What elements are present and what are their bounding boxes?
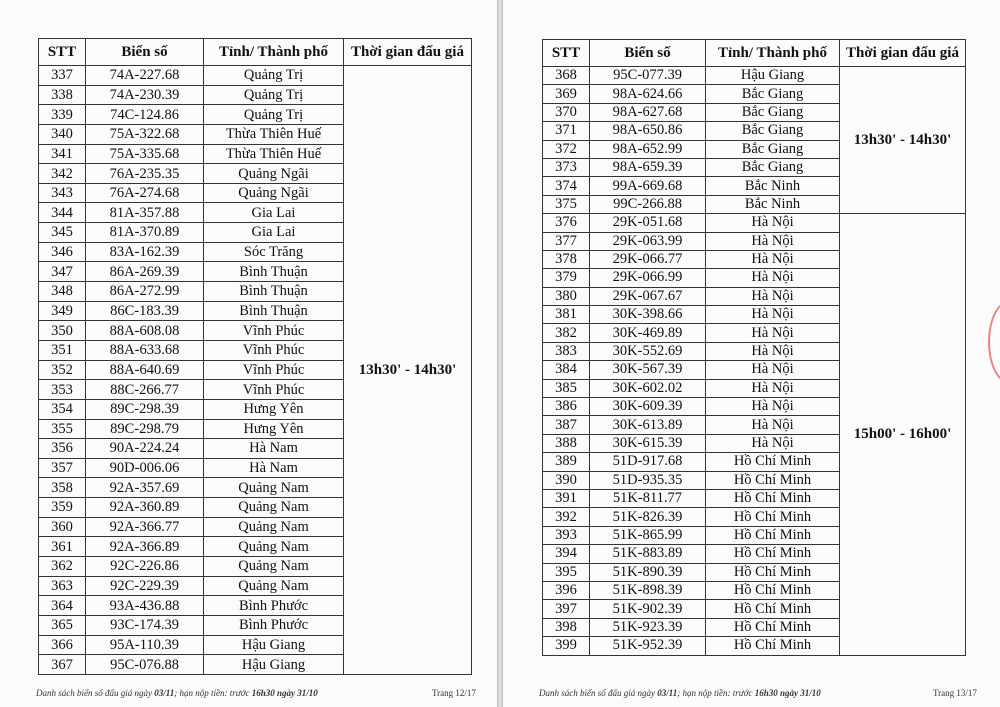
row-plate: 29K-066.77 <box>590 250 706 268</box>
row-province: Hồ Chí Minh <box>706 489 840 507</box>
row-province: Hà Nội <box>706 214 840 232</box>
row-plate: 29K-051.68 <box>590 214 706 232</box>
row-plate: 30K-469.89 <box>590 324 706 342</box>
row-province: Bắc Ninh <box>706 177 840 195</box>
row-plate: 93C-174.39 <box>86 615 204 635</box>
row-stt: 383 <box>543 342 590 360</box>
row-stt: 358 <box>39 478 86 498</box>
row-stt: 396 <box>543 581 590 599</box>
row-province: Hồ Chí Minh <box>706 637 840 655</box>
row-stt: 356 <box>39 439 86 459</box>
table-header-row <box>39 39 472 66</box>
row-stt: 384 <box>543 361 590 379</box>
table-row <box>39 66 472 86</box>
row-plate: 88A-608.08 <box>86 321 204 341</box>
row-plate: 51K-952.39 <box>590 637 706 655</box>
row-province: Hậu Giang <box>706 67 840 85</box>
row-plate: 99A-669.68 <box>590 177 706 195</box>
row-province: Hưng Yên <box>204 419 344 439</box>
row-stt: 360 <box>39 517 86 537</box>
page-number: Trang 13/17 <box>933 688 977 698</box>
row-stt: 341 <box>39 144 86 164</box>
row-province: Bình Phước <box>204 596 344 616</box>
row-stt: 390 <box>543 471 590 489</box>
row-plate: 75A-322.68 <box>86 124 204 144</box>
row-plate: 51K-811.77 <box>590 489 706 507</box>
row-stt: 340 <box>39 124 86 144</box>
row-province: Hồ Chí Minh <box>706 526 840 544</box>
row-stt: 365 <box>39 615 86 635</box>
row-stt: 354 <box>39 399 86 419</box>
row-stt: 397 <box>543 600 590 618</box>
row-stt: 349 <box>39 301 86 321</box>
row-province: Hồ Chí Minh <box>706 545 840 563</box>
row-province: Thừa Thiên Huế <box>204 124 344 144</box>
row-plate: 30K-615.39 <box>590 434 706 452</box>
row-province: Hà Nội <box>706 342 840 360</box>
row-province: Hồ Chí Minh <box>706 581 840 599</box>
row-province: Hà Nội <box>706 416 840 434</box>
row-stt: 361 <box>39 537 86 557</box>
row-stt: 357 <box>39 458 86 478</box>
row-province: Hà Nội <box>706 250 840 268</box>
row-stt: 388 <box>543 434 590 452</box>
row-province: Bình Phước <box>204 615 344 635</box>
row-stt: 385 <box>543 379 590 397</box>
row-stt: 346 <box>39 242 86 262</box>
row-province: Gia Lai <box>204 203 344 223</box>
header-time: Thời gian đấu giá <box>840 40 966 67</box>
row-province: Bắc Giang <box>706 158 840 176</box>
row-plate: 51D-935.35 <box>590 471 706 489</box>
row-province: Vĩnh Phúc <box>204 380 344 400</box>
row-plate: 95C-077.39 <box>590 67 706 85</box>
row-plate: 90A-224.24 <box>86 439 204 459</box>
header-stt: STT <box>543 40 590 67</box>
row-province: Quảng Nam <box>204 478 344 498</box>
row-province: Hà Nội <box>706 269 840 287</box>
row-plate: 51K-890.39 <box>590 563 706 581</box>
row-plate: 51K-865.99 <box>590 526 706 544</box>
row-province: Hà Nam <box>204 458 344 478</box>
header-province: Tỉnh/ Thành phố <box>204 39 344 66</box>
row-plate: 76A-274.68 <box>86 183 204 203</box>
row-province: Quảng Nam <box>204 557 344 577</box>
row-province: Sóc Trăng <box>204 242 344 262</box>
row-province: Hưng Yên <box>204 399 344 419</box>
row-stt: 351 <box>39 340 86 360</box>
header-time: Thời gian đấu giá <box>344 39 472 66</box>
page-number: Trang 12/17 <box>432 688 476 698</box>
row-stt: 395 <box>543 563 590 581</box>
row-stt: 386 <box>543 398 590 416</box>
row-stt: 343 <box>39 183 86 203</box>
row-stt: 347 <box>39 262 86 282</box>
plate-table-right <box>542 39 966 656</box>
row-plate: 92A-366.77 <box>86 517 204 537</box>
header-plate: Biển số <box>86 39 204 66</box>
row-plate: 83A-162.39 <box>86 242 204 262</box>
row-stt: 380 <box>543 287 590 305</box>
row-stt: 367 <box>39 655 86 675</box>
row-province: Quảng Trị <box>204 105 344 125</box>
row-province: Hà Nội <box>706 434 840 452</box>
row-stt: 399 <box>543 637 590 655</box>
row-province: Bắc Giang <box>706 85 840 103</box>
row-plate: 98A-624.66 <box>590 85 706 103</box>
row-plate: 51D-917.68 <box>590 453 706 471</box>
row-plate: 51K-923.39 <box>590 618 706 636</box>
row-province: Hồ Chí Minh <box>706 471 840 489</box>
row-plate: 51K-902.39 <box>590 600 706 618</box>
row-province: Hồ Chí Minh <box>706 600 840 618</box>
row-plate: 99C-266.88 <box>590 195 706 213</box>
row-stt: 391 <box>543 489 590 507</box>
row-province: Hà Nội <box>706 306 840 324</box>
row-province: Quảng Ngãi <box>204 183 344 203</box>
row-plate: 51K-898.39 <box>590 581 706 599</box>
row-plate: 30K-609.39 <box>590 398 706 416</box>
row-province: Hậu Giang <box>204 635 344 655</box>
row-province: Hà Nội <box>706 232 840 250</box>
row-province: Hà Nội <box>706 287 840 305</box>
auction-time-slot: 15h00' - 16h00' <box>840 214 966 655</box>
row-plate: 86A-269.39 <box>86 262 204 282</box>
row-stt: 378 <box>543 250 590 268</box>
row-province: Bình Thuận <box>204 301 344 321</box>
row-province: Quảng Nam <box>204 537 344 557</box>
row-plate: 51K-883.89 <box>590 545 706 563</box>
row-plate: 81A-357.88 <box>86 203 204 223</box>
row-province: Quảng Nam <box>204 576 344 596</box>
row-plate: 95A-110.39 <box>86 635 204 655</box>
row-plate: 29K-066.99 <box>590 269 706 287</box>
row-stt: 355 <box>39 419 86 439</box>
header-stt: STT <box>39 39 86 66</box>
row-plate: 30K-398.66 <box>590 306 706 324</box>
table-header-row <box>543 40 966 67</box>
row-plate: 92A-360.89 <box>86 498 204 518</box>
row-plate: 86C-183.39 <box>86 301 204 321</box>
row-stt: 359 <box>39 498 86 518</box>
table-row <box>543 214 966 232</box>
table-row <box>543 67 966 85</box>
row-stt: 373 <box>543 158 590 176</box>
row-province: Bình Thuận <box>204 262 344 282</box>
row-plate: 29K-067.67 <box>590 287 706 305</box>
row-plate: 92C-226.86 <box>86 557 204 577</box>
row-province: Quảng Ngãi <box>204 164 344 184</box>
row-province: Gia Lai <box>204 223 344 243</box>
row-stt: 348 <box>39 282 86 302</box>
row-plate: 30K-567.39 <box>590 361 706 379</box>
row-stt: 342 <box>39 164 86 184</box>
header-province: Tỉnh/ Thành phố <box>706 40 840 67</box>
row-stt: 393 <box>543 526 590 544</box>
row-stt: 379 <box>543 269 590 287</box>
row-stt: 366 <box>39 635 86 655</box>
row-plate: 30K-602.02 <box>590 379 706 397</box>
row-stt: 382 <box>543 324 590 342</box>
row-province: Quảng Nam <box>204 498 344 518</box>
row-stt: 350 <box>39 321 86 341</box>
row-stt: 369 <box>543 85 590 103</box>
row-plate: 74A-227.68 <box>86 66 204 86</box>
row-plate: 88A-640.69 <box>86 360 204 380</box>
row-plate: 93A-436.88 <box>86 596 204 616</box>
row-plate: 98A-659.39 <box>590 158 706 176</box>
auction-time-slot: 13h30' - 14h30' <box>344 66 472 675</box>
row-province: Hồ Chí Minh <box>706 563 840 581</box>
header-plate: Biển số <box>590 40 706 67</box>
row-province: Quảng Nam <box>204 517 344 537</box>
row-province: Hồ Chí Minh <box>706 453 840 471</box>
row-plate: 92A-357.69 <box>86 478 204 498</box>
row-stt: 353 <box>39 380 86 400</box>
row-plate: 76A-235.35 <box>86 164 204 184</box>
row-province: Hà Nội <box>706 324 840 342</box>
document-page-right <box>503 0 1000 707</box>
row-stt: 392 <box>543 508 590 526</box>
row-stt: 398 <box>543 618 590 636</box>
row-plate: 74A-230.39 <box>86 85 204 105</box>
row-stt: 372 <box>543 140 590 158</box>
row-stt: 345 <box>39 223 86 243</box>
row-province: Hà Nội <box>706 361 840 379</box>
row-province: Bắc Giang <box>706 140 840 158</box>
row-stt: 371 <box>543 122 590 140</box>
row-plate: 92A-366.89 <box>86 537 204 557</box>
row-stt: 376 <box>543 214 590 232</box>
row-province: Quảng Trị <box>204 85 344 105</box>
row-plate: 89C-298.39 <box>86 399 204 419</box>
plate-table-left <box>38 38 472 675</box>
row-stt: 377 <box>543 232 590 250</box>
row-stt: 344 <box>39 203 86 223</box>
row-plate: 88C-266.77 <box>86 380 204 400</box>
row-plate: 95C-076.88 <box>86 655 204 675</box>
row-province: Hồ Chí Minh <box>706 508 840 526</box>
row-province: Vĩnh Phúc <box>204 360 344 380</box>
row-plate: 51K-826.39 <box>590 508 706 526</box>
row-stt: 337 <box>39 66 86 86</box>
row-plate: 30K-613.89 <box>590 416 706 434</box>
row-stt: 339 <box>39 105 86 125</box>
row-stt: 374 <box>543 177 590 195</box>
row-province: Bắc Giang <box>706 122 840 140</box>
row-plate: 75A-335.68 <box>86 144 204 164</box>
row-stt: 363 <box>39 576 86 596</box>
row-plate: 74C-124.86 <box>86 105 204 125</box>
row-stt: 370 <box>543 103 590 121</box>
row-stt: 364 <box>39 596 86 616</box>
row-province: Thừa Thiên Huế <box>204 144 344 164</box>
row-stt: 381 <box>543 306 590 324</box>
footer-note: Danh sách biển số đấu giá ngày 03/11; hạn nộp tiền: trước 16h30 ngày 31/10 <box>36 688 318 698</box>
row-province: Vĩnh Phúc <box>204 340 344 360</box>
row-province: Quảng Trị <box>204 66 344 86</box>
row-stt: 389 <box>543 453 590 471</box>
row-province: Hà Nam <box>204 439 344 459</box>
row-plate: 88A-633.68 <box>86 340 204 360</box>
row-plate: 81A-370.89 <box>86 223 204 243</box>
row-plate: 90D-006.06 <box>86 458 204 478</box>
row-province: Hà Nội <box>706 379 840 397</box>
row-plate: 98A-650.86 <box>590 122 706 140</box>
row-province: Hậu Giang <box>204 655 344 675</box>
document-page-left <box>0 0 497 707</box>
red-seal-stamp <box>988 300 1000 384</box>
row-stt: 375 <box>543 195 590 213</box>
row-province: Hồ Chí Minh <box>706 618 840 636</box>
row-province: Bắc Giang <box>706 103 840 121</box>
row-plate: 92C-229.39 <box>86 576 204 596</box>
row-stt: 387 <box>543 416 590 434</box>
row-plate: 29K-063.99 <box>590 232 706 250</box>
row-plate: 86A-272.99 <box>86 282 204 302</box>
row-stt: 368 <box>543 67 590 85</box>
row-plate: 98A-627.68 <box>590 103 706 121</box>
row-province: Bắc Ninh <box>706 195 840 213</box>
row-province: Bình Thuận <box>204 282 344 302</box>
row-stt: 362 <box>39 557 86 577</box>
row-stt: 338 <box>39 85 86 105</box>
row-stt: 394 <box>543 545 590 563</box>
row-plate: 30K-552.69 <box>590 342 706 360</box>
footer-note: Danh sách biển số đấu giá ngày 03/11; hạn nộp tiền: trước 16h30 ngày 31/10 <box>539 688 821 698</box>
row-plate: 89C-298.79 <box>86 419 204 439</box>
row-province: Vĩnh Phúc <box>204 321 344 341</box>
row-stt: 352 <box>39 360 86 380</box>
auction-time-slot: 13h30' - 14h30' <box>840 67 966 214</box>
row-plate: 98A-652.99 <box>590 140 706 158</box>
row-province: Hà Nội <box>706 398 840 416</box>
